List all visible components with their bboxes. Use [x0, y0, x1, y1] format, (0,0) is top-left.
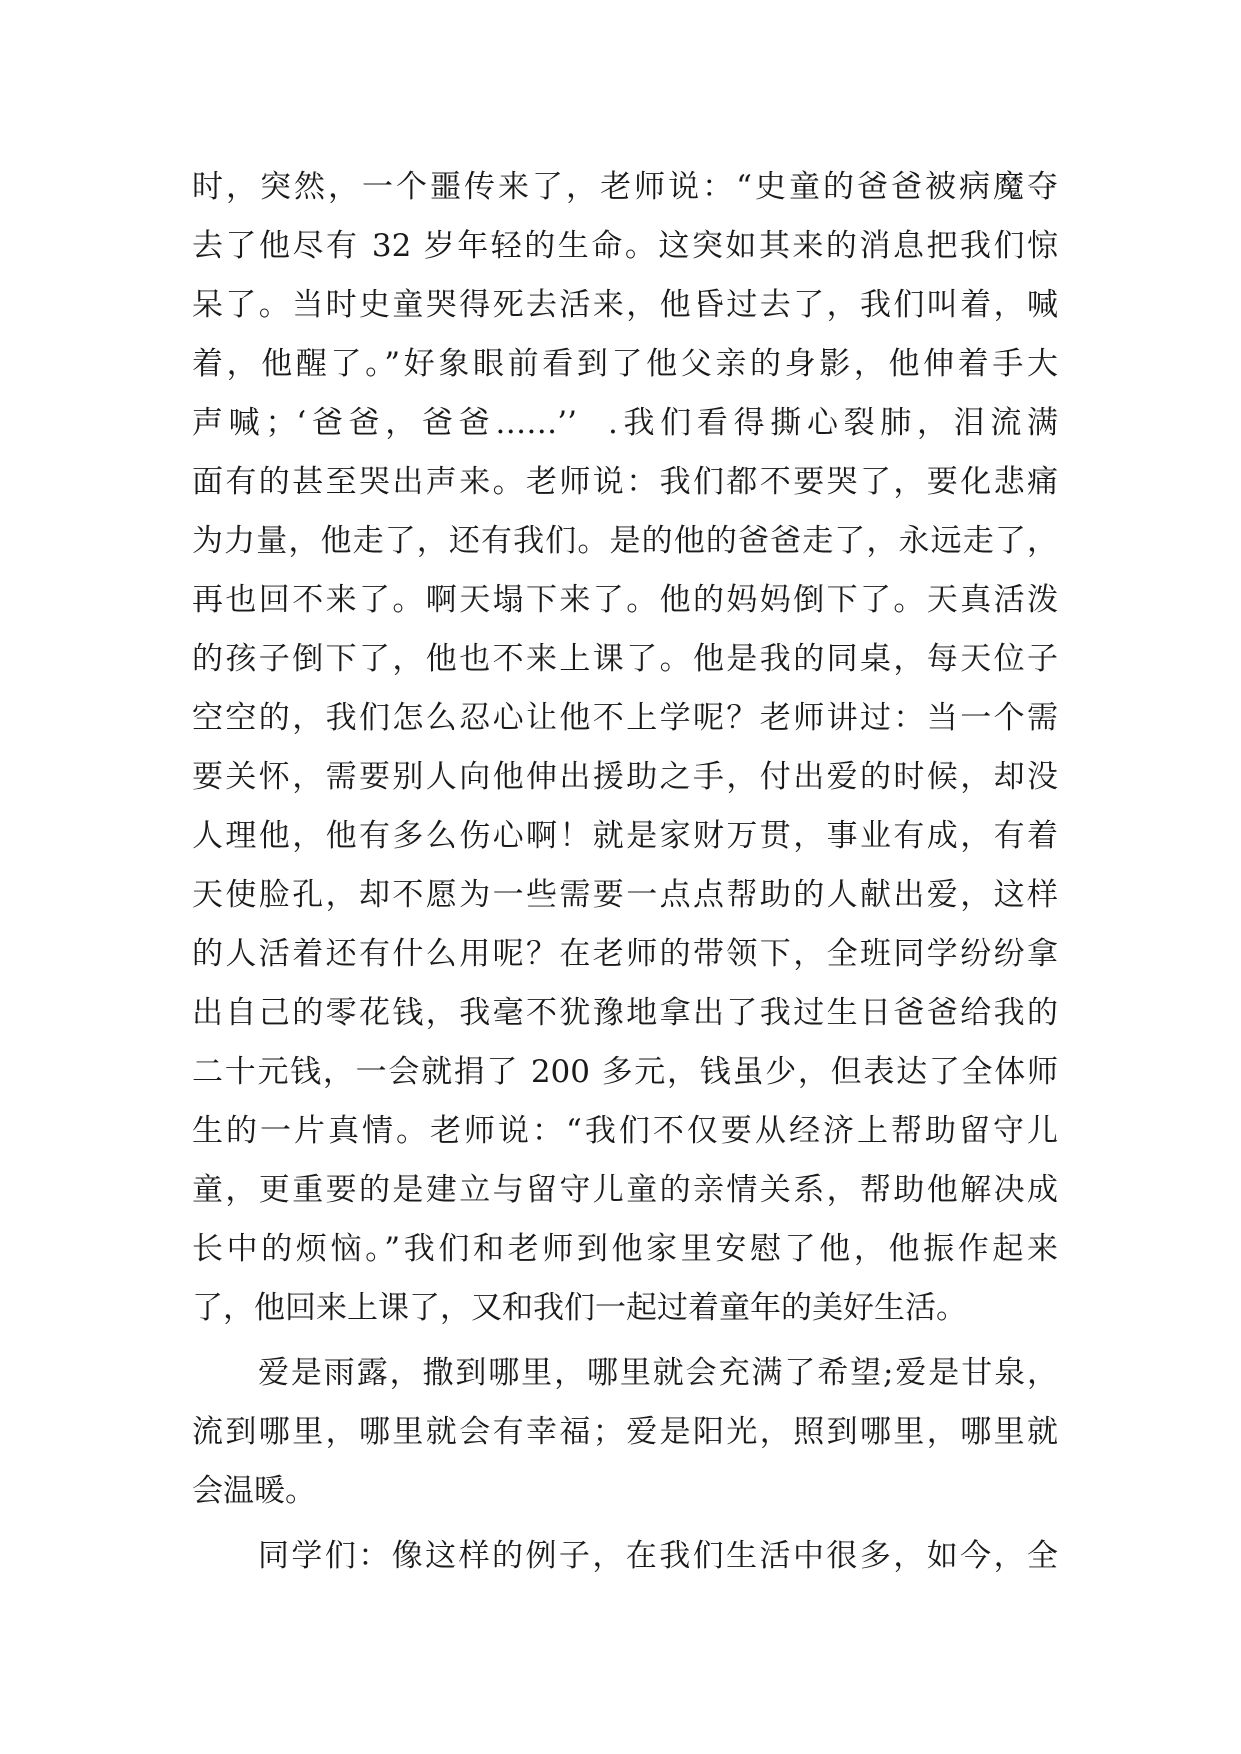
- text-line: 天使脸孔，却不愿为一些需要一点点帮助的人献出爱，这样: [192, 877, 1058, 913]
- text-line: 同学们：像这样的例子，在我们生活中很多，如今，全: [258, 1538, 1058, 1574]
- text-line: 着，他醒了。”好象眼前看到了他父亲的身影，他伸着手大: [192, 346, 1058, 382]
- text-line: 生的一片真情。老师说：“我们不仅要从经济上帮助留守儿: [192, 1113, 1058, 1149]
- text-line: 流到哪里，哪里就会有幸福；爱是阳光，照到哪里，哪里就: [192, 1414, 1058, 1450]
- text-line: 长中的烦恼。”我们和老师到他家里安慰了他，他振作起来: [192, 1231, 1058, 1267]
- text-line: 二十元钱，一会就捐了 200 多元，钱虽少，但表达了全体师: [192, 1054, 1058, 1090]
- text-line: 声喊；‘爸爸，爸爸……’’ .我们看得撕心裂肺，泪流满: [192, 405, 1058, 441]
- text-line: 去了他尽有 32 岁年轻的生命。这突如其来的消息把我们惊: [192, 228, 1058, 264]
- text-line: 空空的，我们怎么忍心让他不上学呢？老师讲过：当一个需: [192, 700, 1058, 736]
- text-line: 出自己的零花钱，我毫不犹豫地拿出了我过生日爸爸给我的: [192, 995, 1058, 1031]
- text-line: 时，突然，一个噩传来了，老师说：“史童的爸爸被病魔夺: [192, 169, 1058, 205]
- text-line: 再也回不来了。啊天塌下来了。他的妈妈倒下了。天真活泼: [192, 582, 1058, 618]
- body-text: [192, 158, 1058, 1586]
- text-line: 爱是雨露，撒到哪里，哪里就会充满了希望;爱是甘泉，: [258, 1355, 1058, 1391]
- text-line: 的人活着还有什么用呢？在老师的带领下，全班同学纷纷拿: [192, 936, 1058, 972]
- text-line: 为力量，他走了，还有我们。是的他的爸爸走了，永远走了，: [192, 523, 1058, 559]
- text-line: 的孩子倒下了，他也不来上课了。他是我的同桌，每天位子: [192, 641, 1058, 677]
- text-line: 呆了。当时史童哭得死去活来，他昏过去了，我们叫着，喊: [192, 287, 1058, 323]
- text-line: 要关怀，需要别人向他伸出援助之手，付出爱的时候，却没: [192, 759, 1058, 795]
- text-line: 会温暖。: [192, 1473, 316, 1509]
- text-line: 人理他，他有多么伤心啊！就是家财万贯，事业有成，有着: [192, 818, 1058, 854]
- text-line: 面有的甚至哭出声来。老师说：我们都不要哭了，要化悲痛: [192, 464, 1058, 500]
- text-line: 了，他回来上课了，又和我们一起过着童年的美好生活。: [192, 1290, 967, 1326]
- text-line: 童，更重要的是建立与留守儿童的亲情关系，帮助他解决成: [192, 1172, 1058, 1208]
